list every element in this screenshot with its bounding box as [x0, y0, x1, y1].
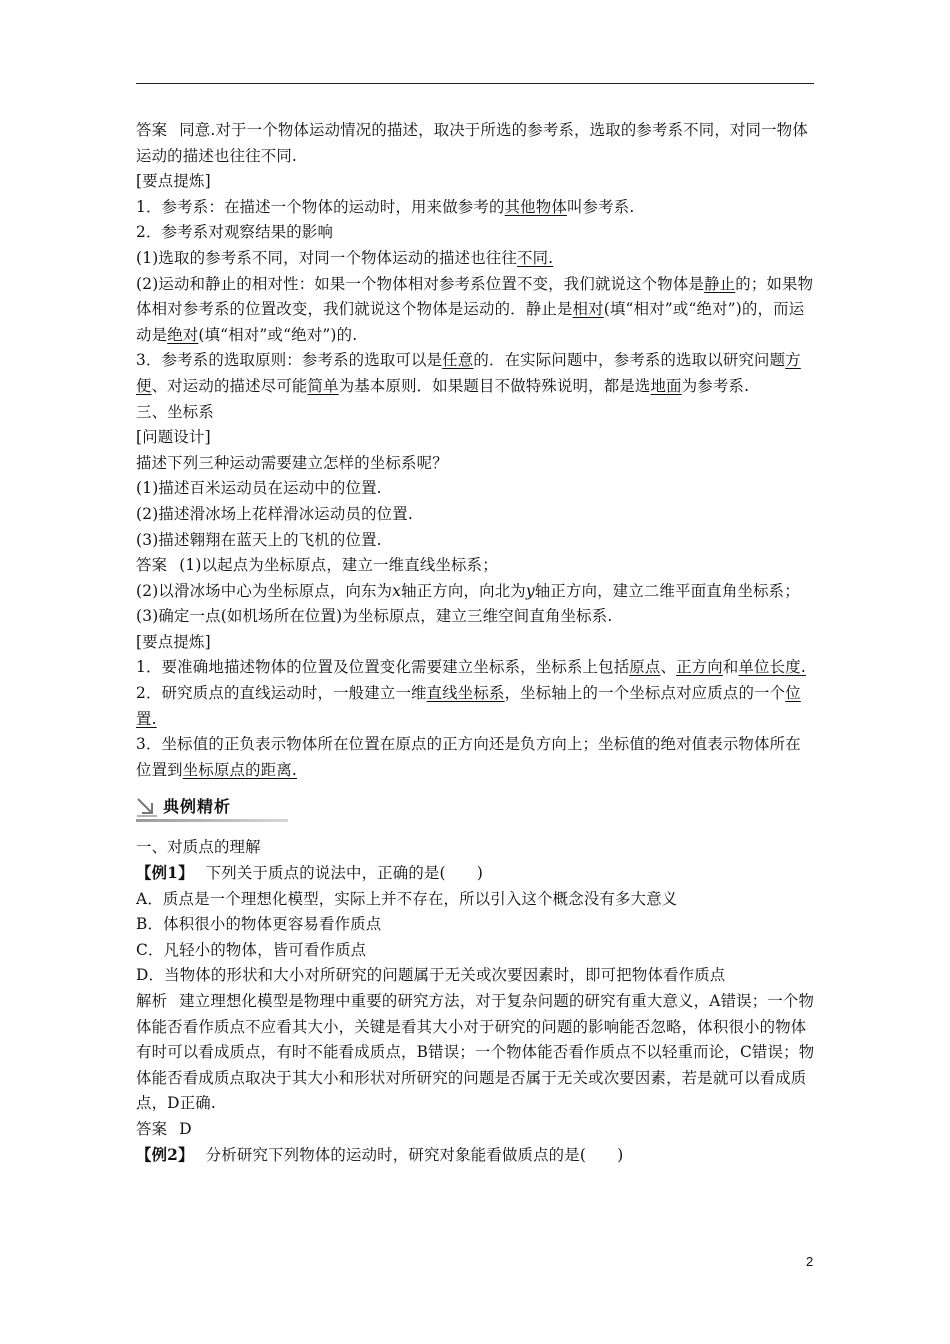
- blank-answer: 简单: [307, 376, 339, 395]
- example-1-answer: 答案 D: [136, 1119, 192, 1138]
- coord-question-2: (2)描述滑冰场上花样滑冰运动员的位置.: [136, 504, 413, 523]
- example-tag: 【例2】: [136, 1145, 194, 1164]
- blank-answer: 其他物体: [504, 197, 567, 216]
- option-d: D．当物体的形状和大小对所研究的问题属于无关或次要因素时，即可把物体看作质点: [136, 966, 726, 985]
- blank-answer: 相对: [572, 300, 604, 319]
- blank-answer: 任意: [442, 351, 474, 370]
- coord-question: 描述下列三种运动需要建立怎样的坐标系呢？: [136, 453, 448, 472]
- examples-section-1: 一、对质点的理解: [136, 838, 261, 857]
- answer-label: 答案: [136, 556, 168, 575]
- coord-question-3: (3)描述翱翔在蓝天上的飞机的位置.: [136, 530, 382, 549]
- blank-answer: 原点: [629, 658, 661, 677]
- problem-design-heading: [问题设计]: [136, 428, 211, 447]
- coord-key-heading: [要点提炼]: [136, 632, 211, 651]
- banner-underline: [136, 819, 288, 822]
- blank-answer: 位置.: [136, 684, 801, 728]
- answer-label: 答案: [136, 1119, 168, 1138]
- answer-paragraph: [136, 118, 816, 169]
- page-number: 2: [806, 1254, 814, 1269]
- blank-answer: 地面: [650, 376, 682, 395]
- coord-key-2: 2．研究质点的直线运动时，一般建立一维直线坐标系，坐标轴上的一个坐标点对应质点的一个位置.: [136, 684, 801, 728]
- blank-answer: 静止: [704, 274, 736, 293]
- ref-point-2: 2．参考系对观察结果的影响: [136, 223, 334, 242]
- example-1-question: 【例1】 下列关于质点的说法中，正确的是( ): [136, 864, 484, 883]
- analysis-label: 解析: [136, 992, 168, 1010]
- option-c: C．凡轻小的物体，皆可看作质点: [136, 940, 367, 959]
- blank-answer: 坐标原点的距离.: [182, 760, 298, 779]
- answer-text: 同意.对于一个物体运动情况的描述，取决于所选的参考系，选取的参考系不同，对同一物体运动的描述也往往不同.: [136, 121, 808, 165]
- blank-answer: 单位长度.: [738, 658, 806, 677]
- section-title-coordinate: 三、坐标系: [136, 402, 214, 421]
- coord-answer-2: (2)以滑冰场中心为坐标原点，向东为x轴正方向，向北为y轴正方向，建立二维平面直角坐标系；: [136, 581, 800, 600]
- example-2-question: 【例2】 分析研究下列物体的运动时，研究对象能看做质点的是( ): [136, 1145, 624, 1164]
- blank-answer: 绝对: [167, 325, 199, 344]
- examples-banner: [136, 793, 816, 827]
- ref-point-2-1: (1)选取的参考系不同，对同一个物体运动的描述也往往不同.: [136, 248, 554, 267]
- ref-point-2-2: (2)运动和静止的相对性：如果一个物体相对参考系位置不变，我们就说这个物体是静止的；如果物体相对参考系的位置改变，我们就说这个物体是运动的．静止是相对(填“相对”或“绝对”)的，而运动是绝对(填“相对”或“绝对”)的.: [136, 274, 814, 344]
- blank-answer: 直线坐标系: [426, 684, 505, 703]
- coord-answer-3: (3)确定一点(如机场所在位置)为坐标原点，建立三维空间直角坐标系.: [136, 607, 613, 626]
- example-tag: 【例1】: [136, 864, 194, 883]
- coord-key-1: 1．要准确地描述物体的位置及位置变化需要建立坐标系，坐标系上包括原点、正方向和单位长度.: [136, 658, 806, 677]
- ref-point-1: 1．参考系：在描述一个物体的运动时，用来做参考的其他物体叫参考系.: [136, 197, 635, 216]
- header-rule: [136, 83, 814, 84]
- option-b: B．体积很小的物体更容易看作质点: [136, 915, 382, 934]
- answer-label: 答案: [136, 121, 168, 139]
- key-points-heading: [要点提炼]: [136, 172, 211, 191]
- ref-point-3: 3．参考系的选取原则：参考系的选取可以是任意的．在实际问题中，参考系的选取以研究问题方便、对运动的描述尽可能简单为基本原则．如果题目不做特殊说明，都是选地面为参考系.: [136, 351, 801, 395]
- blank-answer: 不同.: [517, 248, 554, 267]
- blank-answer: 正方向: [676, 658, 723, 677]
- coord-key-3: 3．坐标值的正负表示物体所在位置在原点的正方向还是负方向上；坐标值的绝对值表示物体所在位置到坐标原点的距离.: [136, 735, 801, 779]
- blank-answer: 方便: [136, 351, 801, 395]
- document-body: [136, 118, 816, 1168]
- analysis-paragraph: 解析 建立理想化模型是物理中重要的研究方法，对于复杂问题的研究有重大意义，A错误；一个物体能否看作质点不应看其大小，关键是看其大小对于研究的问题的影响能否忽略，体积很小的物体有时可以看成质点，有时不能看成质点，B错误；一个物体能否看作质点不以轻重而论，C错误；物体能否看成质点取决于其大小和形状对所研究的问题是否属于无关或次要因素，若是就可以看成质点，D正确.: [136, 992, 815, 1113]
- option-a: A．质点是一个理想化模型，实际上并不存在，所以引入这个概念没有多大意义: [136, 889, 678, 908]
- banner-title: 典例精析: [163, 797, 232, 817]
- arrow-down-right-icon: [136, 797, 158, 817]
- coord-question-1: (1)描述百米运动员在运动中的位置.: [136, 479, 382, 498]
- coord-answer-1: 答案 (1)以起点为坐标原点，建立一维直线坐标系；: [136, 556, 498, 575]
